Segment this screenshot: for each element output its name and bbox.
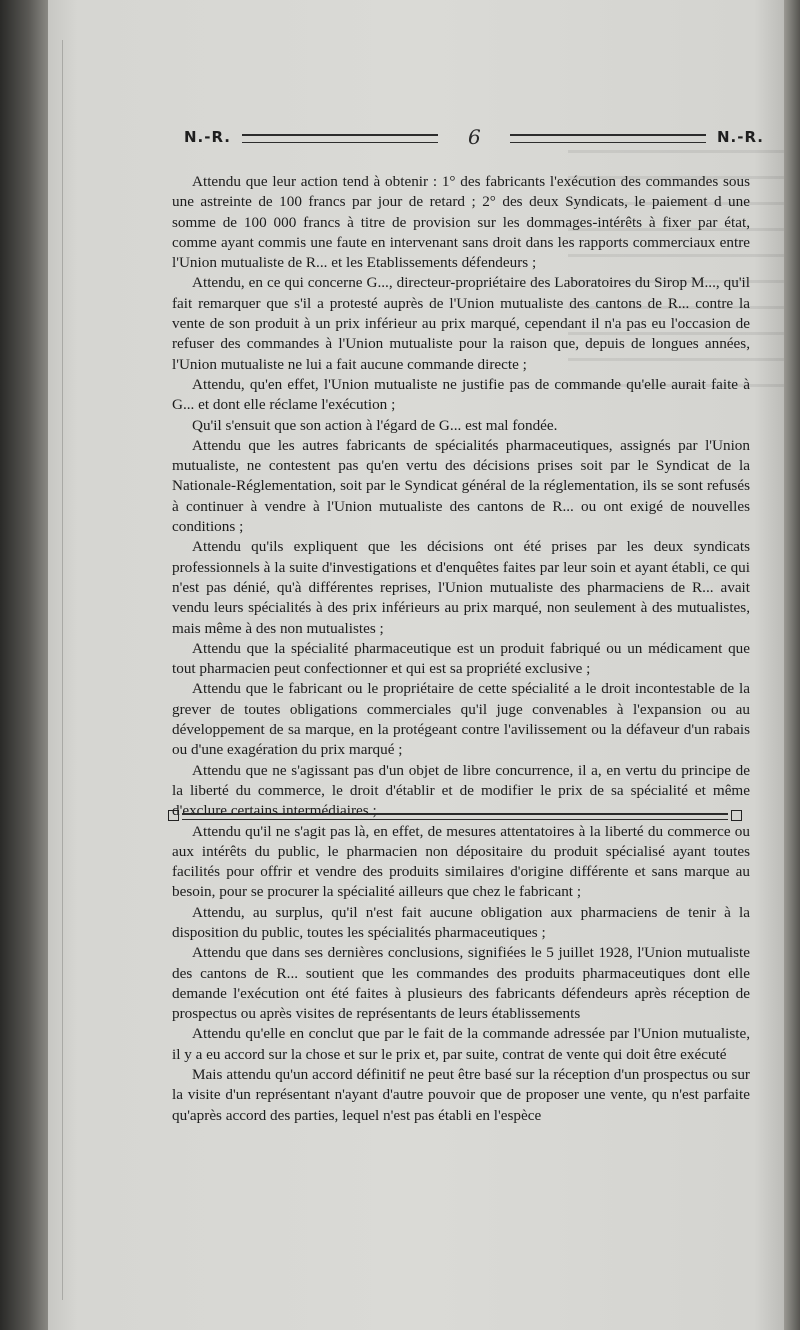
paragraph: Attendu que le fabricant ou le propriétaire de cette spécialité a le droit incontestable de la grever de toutes obligations commerciales qu'il juge convenables à l'expansion ou au développement de sa marque, en la protégeant contre l'avilissement ou la défaveur d'un rabais ou d'une exagération du prix marqué ;	[172, 680, 750, 759]
paragraph: Attendu que ne s'agissant pas d'un objet de libre concurrence, il a, en vertu du principe de la liberté du commerce, le droit d'établir et de modifier le prix de sa spécialité et même d'exclure certains intermédiaires ;	[172, 761, 750, 820]
footer-rule	[182, 813, 728, 820]
footer-square-left	[168, 810, 179, 821]
page-number: 6	[468, 125, 481, 149]
page-edge	[784, 0, 800, 1330]
paragraph: Attendu que dans ses dernières conclusions, signifiées le 5 juillet 1928, l'Union mutualiste des cantons de R... soutient que les commandes des produits pharmaceutiques dont elle demande l'exécution ont été faites à plusieurs des fabricants défendeurs après réception de prospectus ou après visites de représentants de leurs établissements	[172, 944, 750, 1023]
paragraph: Attendu qu'il ne s'agit pas là, en effet, de mesures attentatoires à la liberté du commerce ou aux intérêts du public, le pharmacien non dépositaire du produit spécialisé ayant toutes facilités pour offrir et vendre des produits similaires d'origine différente et sans marque au besoin, pour se procurer la spécialité ailleurs que chez le fabricant ;	[172, 822, 750, 901]
paragraph: Attendu, en ce qui concerne G..., directeur-propriétaire des Laboratoires du Sirop M..., qu'il fait remarquer que s'il a protesté auprès de l'Union mutualiste des cantons de R... contre la vente de son produit à un prix inférieur au prix marqué, cependant il n'a pas eu l'occasion de refuser des commandes à l'Union mutualiste pour la raison que, depuis de longues années, l'Union mutualiste ne lui a fait aucune commande directe ;	[172, 274, 750, 373]
paragraph: Attendu, qu'en effet, l'Union mutualiste ne justifie pas de commande qu'elle aurait faite à G... et dont elle réclame l'exécution ;	[172, 375, 750, 414]
body-text	[172, 172, 750, 1126]
paragraph: Qu'il s'ensuit que son action à l'égard de G... est mal fondée.	[192, 416, 558, 434]
binding-shadow	[0, 0, 48, 1330]
header-rule-left	[242, 134, 438, 143]
paragraph: Attendu, au surplus, qu'il n'est fait aucune obligation aux pharmaciens de tenir à la disposition du public, toutes les spécialités pharmaceutiques ;	[172, 903, 750, 941]
paragraph: Mais attendu qu'un accord définitif ne peut être basé sur la réception d'un prospectus ou sur la visite d'un représentant n'ayant d'autre pouvoir que de proposer une vente, qu n'est parfaite qu'après accord des parties, lequel n'est pas établi en l'espèce	[172, 1066, 750, 1124]
running-header	[120, 125, 770, 152]
paragraph: Attendu qu'elle en conclut que par le fait de la commande adressée par l'Union mutualiste, il y a eu accord sur la chose et sur le prix et, par suite, contrat de vente qui doit être exécuté	[172, 1025, 750, 1063]
header-left-initials: N.-R.	[184, 128, 232, 146]
footer-ornament	[168, 808, 742, 824]
paragraph: Attendu qu'ils expliquent que les décisions ont été prises par les deux syndicats professionnels à la suite d'investigations et d'enquêtes faites par leur soin et ayant établi, ce qui n'est pas dénié, qu'à différentes reprises, l'Union mutualiste des pharmaciens de R... avait vendu leurs spécialités à des prix inférieurs au prix marqué, non seulement à des mutualistes, mais même à des non mutualistes ;	[172, 538, 750, 637]
paragraph: Attendu que les autres fabricants de spécialités pharmaceutiques, assignés par l'Union mutualiste, ne contestent pas qu'en vertu des décisions prises soit par le Syndicat de la Nationale-Réglementation, soit par le Syndicat général de la réglementation, ils se sont refusés à continuer à vendre à l'Union mutualiste des cantons de R... ou ont exigé de nouvelles conditions ;	[172, 436, 750, 536]
header-right-initials: N.-R.	[716, 128, 764, 146]
header-rule-right	[510, 134, 706, 143]
paragraph: Attendu que leur action tend à obtenir : 1° des fabricants l'exécution des commandes sous une astreinte de 100 francs par jour de retard ; 2° des deux Syndicats, le paiement d une somme de 100 000 francs à titre de provision sur les dommages-intérêts à fixer par état, comme ayant commis une faute en intervenant sans droit dans les rapports commerciaux entre l'Union mutualiste de R... et les Etablissements défendeurs ;	[172, 173, 750, 272]
paragraph: Attendu que la spécialité pharmaceutique est un produit fabriqué ou un médicament que tout pharmacien peut confectionner et qui est sa propriété exclusive ;	[172, 639, 750, 678]
footer-square-right	[731, 810, 742, 821]
